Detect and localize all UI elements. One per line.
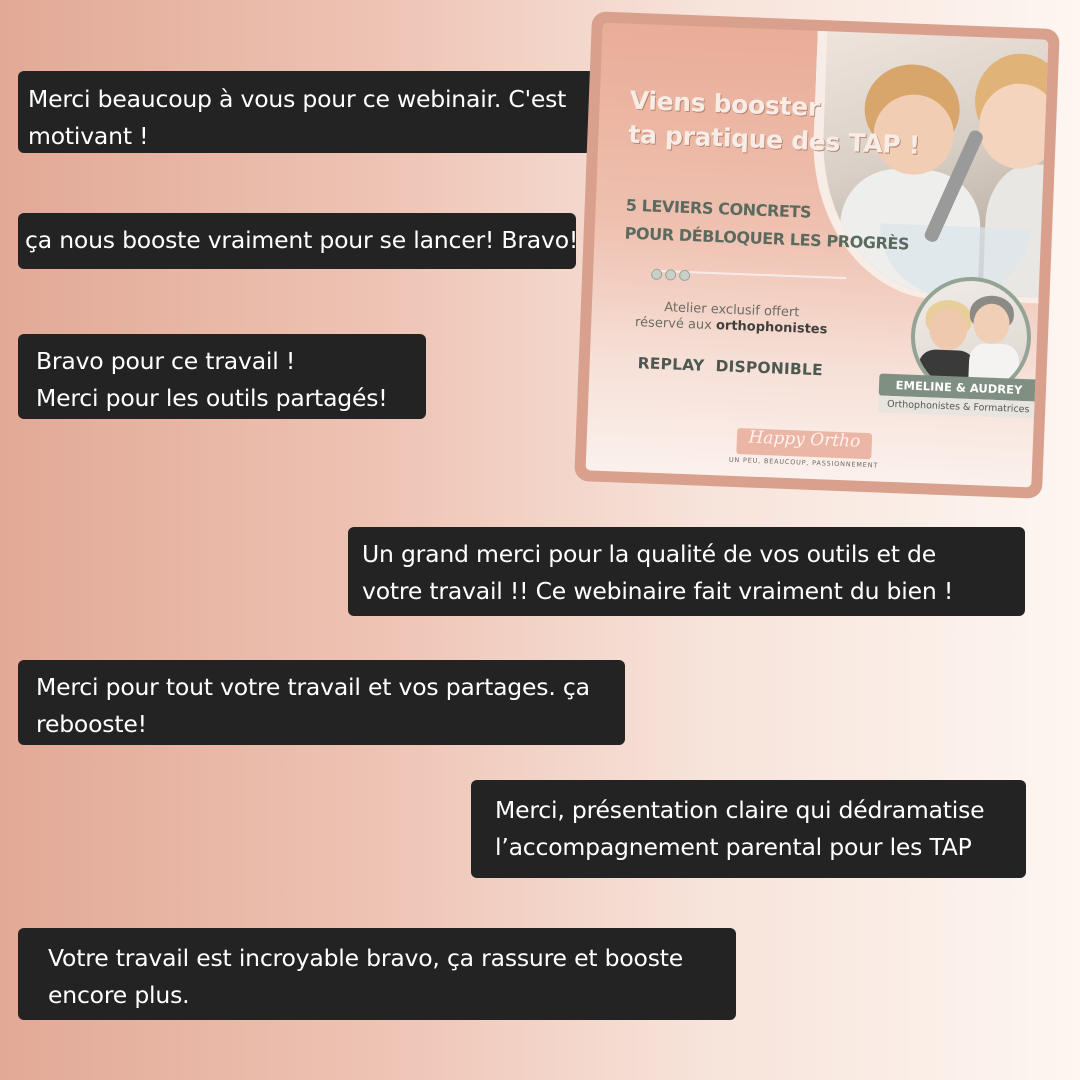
comment-text: Votre travail est incroyable bravo, ça rassure et booste [48,944,684,972]
comment-text: Merci pour les outils partagés! [36,384,388,412]
atelier-line: Atelier exclusif offert [663,300,800,321]
brand-tagline: UN PEU, BEAUCOUP, PASSIONNEMENT [728,455,879,470]
comment-bubble [18,334,426,419]
comment-bubble [18,71,595,153]
children-cooking-photo [807,23,1048,305]
promo-title-line: Viens booster [629,85,821,122]
replay-label: REPLAY DISPONIBLE [637,354,824,380]
promo-card [574,11,1060,499]
brand-logo: Happy Ortho [748,427,861,452]
promo-subtitle-line: 5 LEVIERS CONCRETS [625,195,812,222]
atelier-prefix: réservé aux [634,315,717,334]
promo-subtitle [624,192,946,260]
comment-text: votre travail !! Ce webinaire fait vraiment du bien ! [362,577,954,605]
comment-text: ça nous booste vraiment pour se lancer! Bravo! [25,226,579,254]
comment-text: motivant ! [28,122,149,150]
comment-bubble [18,928,736,1020]
decorative-dots [651,265,694,286]
comment-bubble [18,213,579,269]
presenter-face [928,307,968,350]
presenter-names: EMELINE & AUDREY [879,373,1040,401]
comment-text: encore plus. [48,981,190,1009]
atelier-audience: orthophonistes [715,318,828,338]
comment-text: l’accompagnement parental pour les TAP [495,833,972,861]
comment-text: Bravo pour ce travail ! [36,347,296,375]
comment-text: Merci, présentation claire qui dédramatise [495,796,985,824]
comment-text: rebooste! [36,710,147,738]
comment-bubble [18,660,625,745]
promo-title [628,84,950,164]
comment-text: Merci beaucoup à vous pour ce webinair. C'est [28,85,567,113]
comment-text: Un grand merci pour la qualité de vos outils et de [362,540,936,568]
presenter-role: Orthophonistes & Formatrices [878,395,1039,418]
comment-text: Merci pour tout votre travail et vos partages. ça [36,673,590,701]
presenter-face [973,303,1011,344]
promo-subtitle-line: POUR DÉBLOQUER LES PROGRÈS [624,223,910,254]
promo-card-content [586,23,1049,488]
atelier-info [631,299,832,339]
comment-bubble [471,780,1026,878]
comment-bubble [348,527,1025,616]
promo-title-line: ta pratique des TAP ! [627,119,921,160]
